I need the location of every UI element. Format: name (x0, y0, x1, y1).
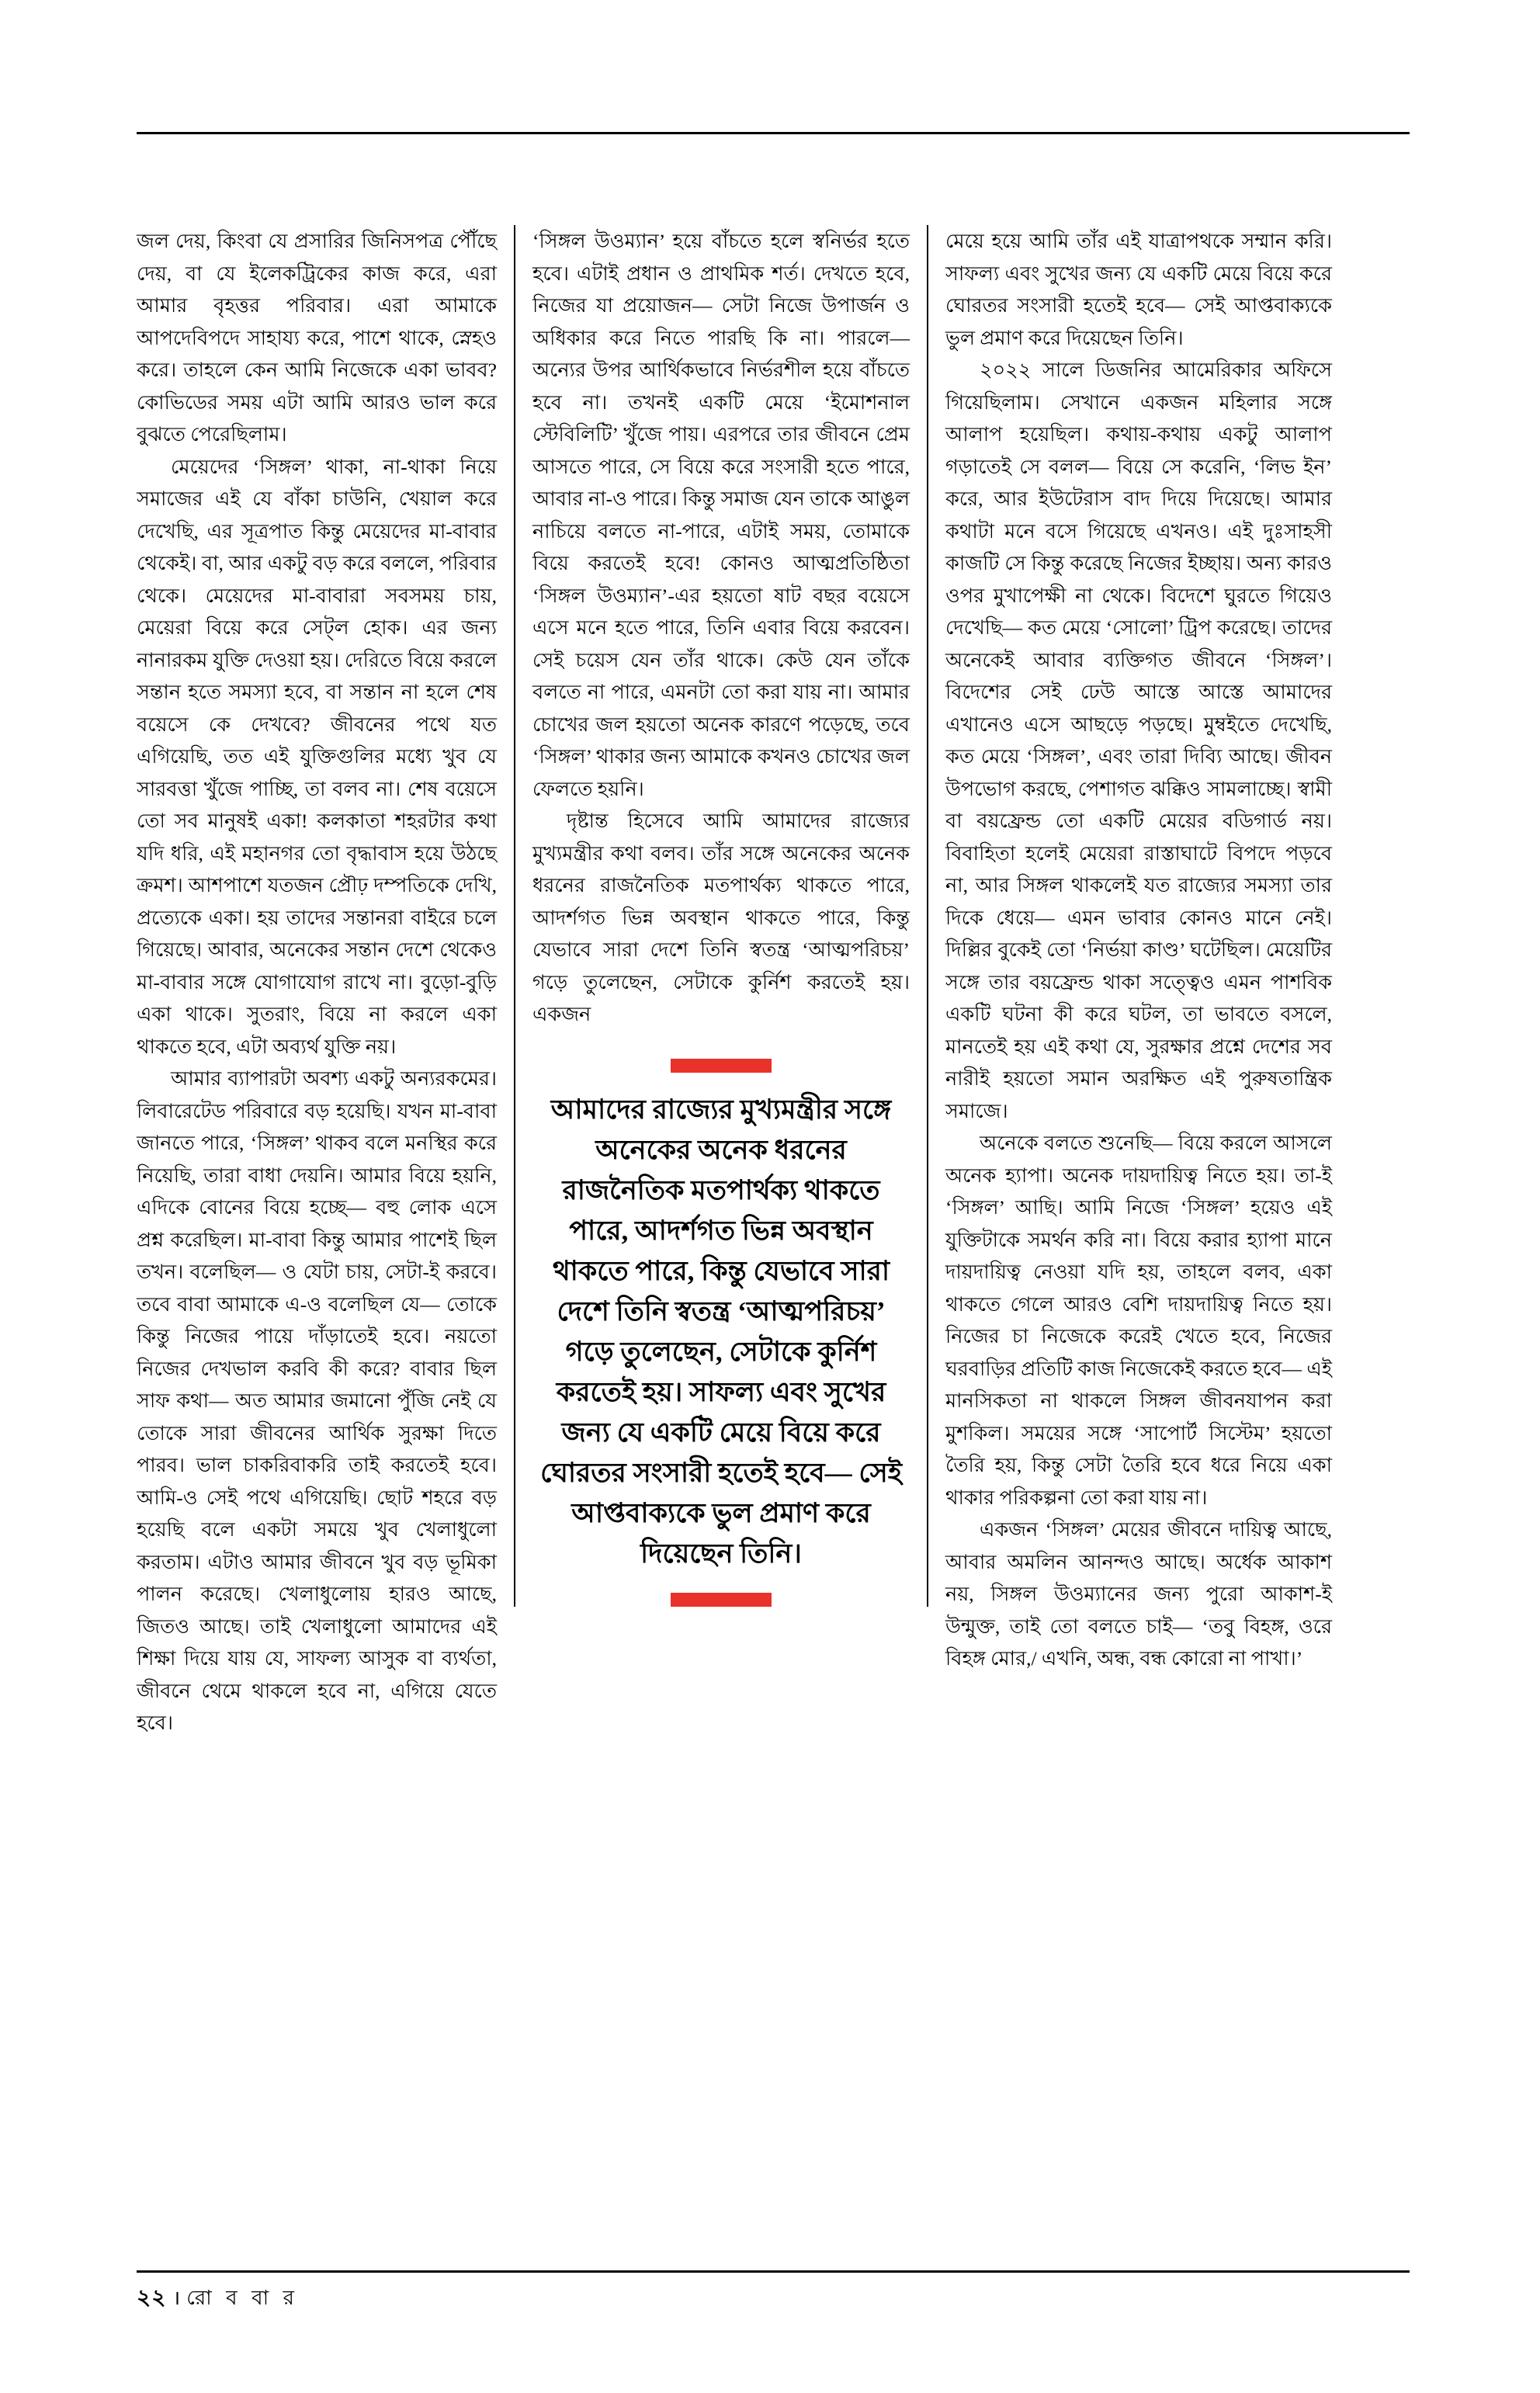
pull-quote (532, 1059, 910, 1607)
pull-quote-bottom-accent-bar (671, 1593, 772, 1607)
bottom-divider-rule (137, 2270, 1410, 2273)
masthead-title: রো ব বা র (186, 2287, 299, 2309)
top-divider-rule (137, 132, 1410, 134)
folio-separator: । (172, 2287, 181, 2309)
paragraph: অনেকে বলতে শুনেছি— বিয়ে করলে আসলে অনেক হ্যাপা। অনেক দায়দায়িত্ব নিতে হয়। তা-ই ‘সিঙ্গল’ আছি। আমি নিজে ‘সিঙ্গল’ হয়েও এই যুক্তিটাকে সমর্থন করি না। বিয়ে করার হ্যাপা মানে দায়দায়িত্ব নেওয়া যদি হয়, তাহলে বলব, একা থাকতে গেলে আরও বেশি দায়দায়িত্ব নিতে হয়। নিজের চা নিজেকে করেই খেতে হবে, নিজের ঘরবাড়ির প্রতিটি কাজ নিজেকেই করতে হবে— এই মানসিকতা না থাকলে সিঙ্গল জীবনযাপন করা মুশকিল। সময়ের সঙ্গে ‘সাপোর্ট সিস্টেম’ হয়তো তৈরি হয়, কিন্তু সেটা তৈরি হবে ধরে নিয়ে একা থাকার পরিকল্পনা তো করা যায় না। (945, 1132, 1333, 1509)
paragraph: ‘সিঙ্গল উওম্যান’ হয়ে বাঁচতে হলে স্বনির্ভর হতে হবে। এটাই প্রধান ও প্রাথমিক শর্ত। দেখতে হবে, নিজের যা প্রয়োজন— সেটা নিজে উপার্জন ও অধিকার করে নিতে পারছি কি না। পারলে— অন্যের উপর আর্থিকভাবে নির্ভরশীল হয়ে বাঁচতে হবে না। তখনই একটি মেয়ে ‘ইমোশনাল স্টেবিলিটি’ খুঁজে পায়। এরপরে তার জীবনে প্রেম আসতে পারে, সে বিয়ে করে সংসারী হতে পারে, আবার না-ও পারে। কিন্তু সমাজ যেন তাকে আঙুল নাচিয়ে বলতে না-পারে, এটাই সময়, তোমাকে বিয়ে করতেই হবে! কোনও আত্মপ্রতিষ্ঠিতা ‘সিঙ্গল উওম্যান’-এর হয়তো ষাট বছর বয়েসে এসে মনে হতে পারে, তিনি এবার বিয়ে করবেন। সেই চয়েস যেন তাঁর থাকে। কেউ যেন তাঁকে বলতে না পারে, এমনটা তো করা যায় না। আমার চোখের জল হয়তো অনেক কারণে পড়েছে, তবে ‘সিঙ্গল’ থাকার জন্য আমাকে কখনও চোখের জল ফেলতে হয়নি। (532, 230, 910, 800)
column-2 (514, 225, 928, 1607)
paragraph: জল দেয়, কিংবা যে প্রসারির জিনিসপত্র পৌঁছে দেয়, বা যে ইলেকট্রিকের কাজ করে, এরা আমার বৃহত্তর পরিবার। এরা আমাকে আপদেবিপদে সাহায্য করে, পাশে থাকে, স্নেহও করে। তাহলে কেন আমি নিজেকে একা ভাবব? কোভিডের সময় এটা আমি আরও ভাল করে বুঝতে পেরেছিলাম। (137, 230, 497, 446)
column-1 (137, 225, 514, 1739)
paragraph: মেয়ে হয়ে আমি তাঁর এই যাত্রাপথকে সম্মান করি। সাফল্য এবং সুখের জন্য যে একটি মেয়ে বিয়ে করে ঘোরতর সংসারী হতেই হবে— সেই আপ্তবাক্যকে ভুল প্রমাণ করে দিয়েছেন তিনি। (945, 230, 1332, 349)
paragraph: মেয়েদের ‘সিঙ্গল’ থাকা, না-থাকা নিয়ে সমাজের এই যে বাঁকা চাউনি, খেয়াল করে দেখেছি, এর সূত্রপাত কিন্তু মেয়েদের মা-বাবার থেকেই। বা, আর একটু বড় করে বললে, পরিবার থেকে। মেয়েদের মা-বাবারা সবসময় চায়, মেয়েরা বিয়ে করে সেট্‌ল হোক। এর জন্য নানারকম যুক্তি দেওয়া হয়। দেরিতে বিয়ে করলে সন্তান হতে সমস্যা হবে, বা সন্তান না হলে শেষ বয়েসে কে দেখবে? জীবনের পথে যত এগিয়েছি, তত এই যুক্তিগুলির মধ্যে খুব যে সারবত্তা খুঁজে পাচ্ছি, তা বলব না। শেষ বয়েসে তো সব মানুষই একা! কলকাতা শহরটার কথা যদি ধরি, এই মহানগর তো বৃদ্ধাবাস হয়ে উঠছে ক্রমশ। আশপাশে যতজন প্রৌঢ় দম্পতিকে দেখি, প্রত্যেকে একা। হয় তাদের সন্তানরা বাইরে চলে গিয়েছে। আবার, অনেকের সন্তান দেশে থেকেও মা-বাবার সঙ্গে যোগাযোগ রাখে না। বুড়ো-বুড়ি একা থাকে। সুতরাং, বিয়ে না করলে একা থাকতে হবে, এটা অব্যর্থ যুক্তি নয়। (137, 455, 497, 1058)
paragraph: একজন ‘সিঙ্গল’ মেয়ের জীবনে দায়িত্ব আছে, আবার অমলিন আনন্দও আছে। অর্ধেক আকাশ নয়, সিঙ্গল উওম্যানের জন্য পুরো আকাশ-ই উন্মুক্ত, তাই তো বলতে চাই— ‘তবু বিহঙ্গ, ওরে বিহঙ্গ মোর,/ এখনি, অন্ধ, বন্ধ কোরো না পাখা।’ (945, 1518, 1332, 1670)
column-3 (928, 225, 1332, 1675)
paragraph: আমার ব্যাপারটা অবশ্য একটু অন্যরকমের। লিবারেটেড পরিবারে বড় হয়েছি। যখন মা-বাবা জানতে পারে, ‘সিঙ্গল’ থাকব বলে মনস্থির করে নিয়েছি, তারা বাধা দেয়নি। আমার বিয়ে হয়নি, এদিকে বোনের বিয়ে হচ্ছে— বহু লোক এসে প্রশ্ন করেছিল। মা-বাবা কিন্তু আমার পাশেই ছিল তখন। বলেছিল— ও যেটা চায়, সেটা-ই করবে। তবে বাবা আমাকে এ-ও বলেছিল যে— তোকে কিন্তু নিজের পায়ে দাঁড়াতেই হবে। নয়তো নিজের দেখভাল করবি কী করে? বাবার ছিল সাফ কথা— অত আমার জমানো পুঁজি নেই যে তোকে সারা জীবনের আর্থিক সুরক্ষা দিতে পারব। ভাল চাকরিবাকরি তাই করতেই হবে। আমি-ও সেই পথে এগিয়েছি। ছোট শহরে বড় হয়েছি বলে একটা সময়ে খুব খেলাধুলো করতাম। এটাও আমার জীবনে খুব বড় ভূমিকা পালন করেছে। খেলাধুলোয় হারও আছে, জিতও আছে। তাই খেলাধুলো আমাদের এই শিক্ষা দিয়ে যায় যে, সাফল্য আসুক বা ব্যর্থতা, জীবনে থেমে থাকলে হবে না, এগিয়ে যেতে হবে। (137, 1067, 497, 1734)
pull-quote-text: আমাদের রাজ্যের মুখ্যমন্ত্রীর সঙ্গে অনেকের অনেক ধরনের রাজনৈতিক মতপার্থক্য থাকতে পারে, আদর্শগত ভিন্ন অবস্থান থাকতে পারে, কিন্তু যেভাবে সারা দেশে তিনি স্বতন্ত্র ‘আত্মপরিচয়’ গড়ে তুলেছেন, সেটাকে কুর্নিশ করতেই হয়। সাফল্য এবং সুখের জন্য যে একটি মেয়ে বিয়ে করে ঘোরতর সংসারী হতেই হবে— সেই আপ্তবাক্যকে ভুল প্রমাণ করে দিয়েছেন তিনি। (540, 1094, 902, 1569)
page-number: ২২ (137, 2286, 167, 2310)
pull-quote-top-accent-bar (671, 1059, 772, 1073)
article-columns (137, 225, 1410, 2243)
paragraph: ২০২২ সালে ডিজনির আমেরিকার অফিসে গিয়েছিলাম। সেখানে একজন মহিলার সঙ্গে আলাপ হয়েছিল। কথায়-কথায় একটু আলাপ গড়াতেই সে বলল— বিয়ে সে করেনি, ‘লিভ ইন’ করে, আর ইউটেরাস বাদ দিয়ে দিয়েছে। আমার কথাটা মনে বসে গিয়েছে এখনও। এই দুঃসাহসী কাজটি সে কিন্তু করেছে নিজের ইচ্ছায়। অন্য কারও ওপর মুখাপেক্ষী না থেকে। বিদেশে ঘুরতে গিয়েও দেখেছি— কত মেয়ে ‘সোলো’ ট্রিপ করেছে। তাদের অনেকেই আবার ব্যক্তিগত জীবনে ‘সিঙ্গল’। বিদেশের সেই ঢেউ আস্তে আস্তে আমাদের এখানেও এসে আছড়ে পড়ছে। মুম্বইতে দেখেছি, কত মেয়ে ‘সিঙ্গল’, এবং তারা দিব্যি আছে। জীবন উপভোগ করছে, পেশাগত ঝক্কিও সামলাচ্ছে। স্বামী বা বয়ফ্রেন্ড তো একটি মেয়ের বডিগার্ড নয়। বিবাহিতা হলেই মেয়েরা রাস্তাঘাটে বিপদে পড়বে না, আর সিঙ্গল থাকলেই যত রাজ্যের সমস্যা তার দিকে ধেয়ে— এমন ভাবার কোনও মানে নেই। দিল্লির বুকেই তো ‘নির্ভয়া কাণ্ড’ ঘটেছিল। মেয়েটির সঙ্গে তার বয়ফ্রেন্ড থাকা সত্ত্বেও এমন পাশবিক একটি ঘটনা কী করে ঘটল, তা ভাবতে বসলে, মানতেই হয় এই কথা যে, সুরক্ষার প্রশ্নে দেশের সব নারীই হয়তো সমান অরক্ষিত এই পুরুষতান্ত্রিক সমাজে। (945, 359, 1332, 1122)
paragraph: দৃষ্টান্ত হিসেবে আমি আমাদের রাজ্যের মুখ্যমন্ত্রীর কথা বলব। তাঁর সঙ্গে অনেকের অনেক ধরনের রাজনৈতিক মতপার্থক্য থাকতে পারে, আদর্শগত ভিন্ন অবস্থান থাকতে পারে, কিন্তু যেভাবে সারা দেশে তিনি স্বতন্ত্র ‘আত্মপরিচয়’ গড়ে তুলেছেন, সেটাকে কুর্নিশ করতেই হয়। একজন (532, 810, 910, 1025)
page-footer (137, 2280, 1410, 2317)
